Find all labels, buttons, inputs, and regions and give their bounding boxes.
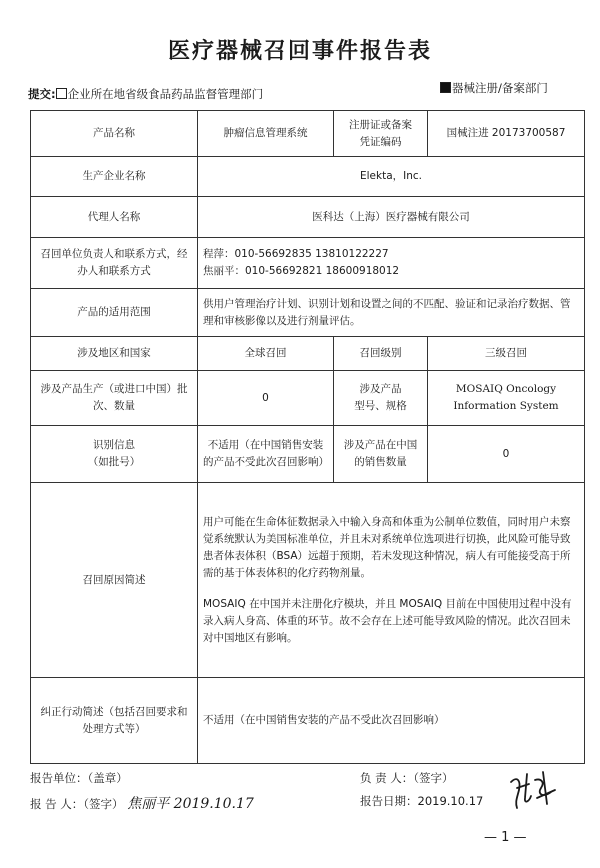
table-row: [31, 483, 585, 678]
report-unit: 报告单位：（盖章）: [30, 771, 128, 785]
page-number: — 1 —: [484, 830, 527, 845]
manufacturer-value: Elekta，Inc.: [198, 157, 585, 197]
table-row: [31, 289, 585, 337]
reg-no-label: 注册证或备案 凭证编码: [334, 111, 428, 157]
contact-line: 程萍：010-56692835 13810122227: [203, 248, 389, 260]
reporter: [30, 793, 254, 813]
registration-dept-label: 器械注册/备案部门: [452, 81, 548, 95]
table-row: [31, 157, 585, 197]
recall-report-table: [30, 110, 585, 764]
batch-label: 涉及产品生产（或进口中国）批次、数量: [31, 371, 198, 426]
reporter-label: 报 告 人：（签字）: [30, 797, 124, 811]
contact-label: 召回单位负责人和联系方式，经办人和联系方式: [31, 238, 198, 289]
submit-label: 提交:: [28, 87, 56, 101]
reg-no-value: 国械注进 20173700587: [428, 111, 585, 157]
recall-level-value: 三级召回: [428, 337, 585, 371]
region-label: 涉及地区和国家: [31, 337, 198, 371]
submit-target: 企业所在地省级食品药品监督管理部门: [67, 87, 264, 101]
model-value: MOSAIQ Oncology Information System: [428, 371, 585, 426]
china-qty-value: 0: [428, 426, 585, 483]
scope-value: 供用户管理治疗计划、识别计划和设置之间的不匹配、验证和记录治疗数据、管理和审核影像以及进行剂量评估。: [198, 289, 585, 337]
table-row: [31, 337, 585, 371]
agent-label: 代理人名称: [31, 197, 198, 238]
checkbox-provincial[interactable]: [56, 88, 67, 99]
reason-label: 召回原因简述: [31, 483, 198, 678]
reporter-signature: 焦丽平 2019.10.17: [127, 796, 254, 812]
page-title: 医疗器械召回事件报告表: [167, 39, 432, 64]
action-value: 不适用（在中国销售安装的产品不受此次召回影响）: [198, 678, 585, 764]
china-qty-label: 涉及产品在中国的销售数量: [334, 426, 428, 483]
ident-label: 识别信息 （如批号）: [31, 426, 198, 483]
agent-value: 医科达（上海）医疗器械有限公司: [198, 197, 585, 238]
table-row: [31, 238, 585, 289]
report-date: 报告日期：2019.10.17: [360, 794, 484, 808]
region-value: 全球召回: [198, 337, 334, 371]
submit-to-line: [28, 86, 263, 102]
registration-dept: [440, 80, 548, 96]
table-row: [31, 426, 585, 483]
checkbox-registration-dept[interactable]: [440, 82, 451, 93]
model-label: 涉及产品 型号、规格: [334, 371, 428, 426]
table-row: [31, 678, 585, 764]
product-name-label: 产品名称: [31, 111, 198, 157]
reason-paragraph: MOSAIQ 在中国并未注册化疗模块，并且 MOSAIQ 目前在中国使用过程中没有录入病人身高、体重的环节。故不会存在上述可能导致风险的情况。此次召回未对中国地区有影响。: [203, 597, 572, 644]
recall-level-label: 召回级别: [334, 337, 428, 371]
responsible-signature: [507, 768, 559, 812]
table-row: [31, 111, 585, 157]
reason-paragraph: 用户可能在生命体征数据录入中输入身高和体重为公制单位数值，同时用户未察觉系统默认为美国标准单位，并且未对系统单位选项进行切换，此风险可能导致患者体表体积（BSA）远超于预期，若未发现这种情况，病人有可能接受高于所需的基于体表体积的化疗药物剂量。: [203, 515, 571, 579]
contact-value: [198, 238, 585, 289]
table-row: [31, 371, 585, 426]
responsible-person: 负 责 人：（签字）: [360, 771, 454, 785]
reason-value: [198, 483, 585, 678]
table-row: [31, 197, 585, 238]
scope-label: 产品的适用范围: [31, 289, 198, 337]
manufacturer-label: 生产企业名称: [31, 157, 198, 197]
contact-line: 焦丽平：010-56692821 18600918012: [203, 265, 400, 277]
product-name-value: 肿瘤信息管理系统: [198, 111, 334, 157]
action-label: 纠正行动简述（包括召回要求和处理方式等）: [31, 678, 198, 764]
ident-value: 不适用（在中国销售安装的产品不受此次召回影响）: [198, 426, 334, 483]
batch-value: 0: [198, 371, 334, 426]
